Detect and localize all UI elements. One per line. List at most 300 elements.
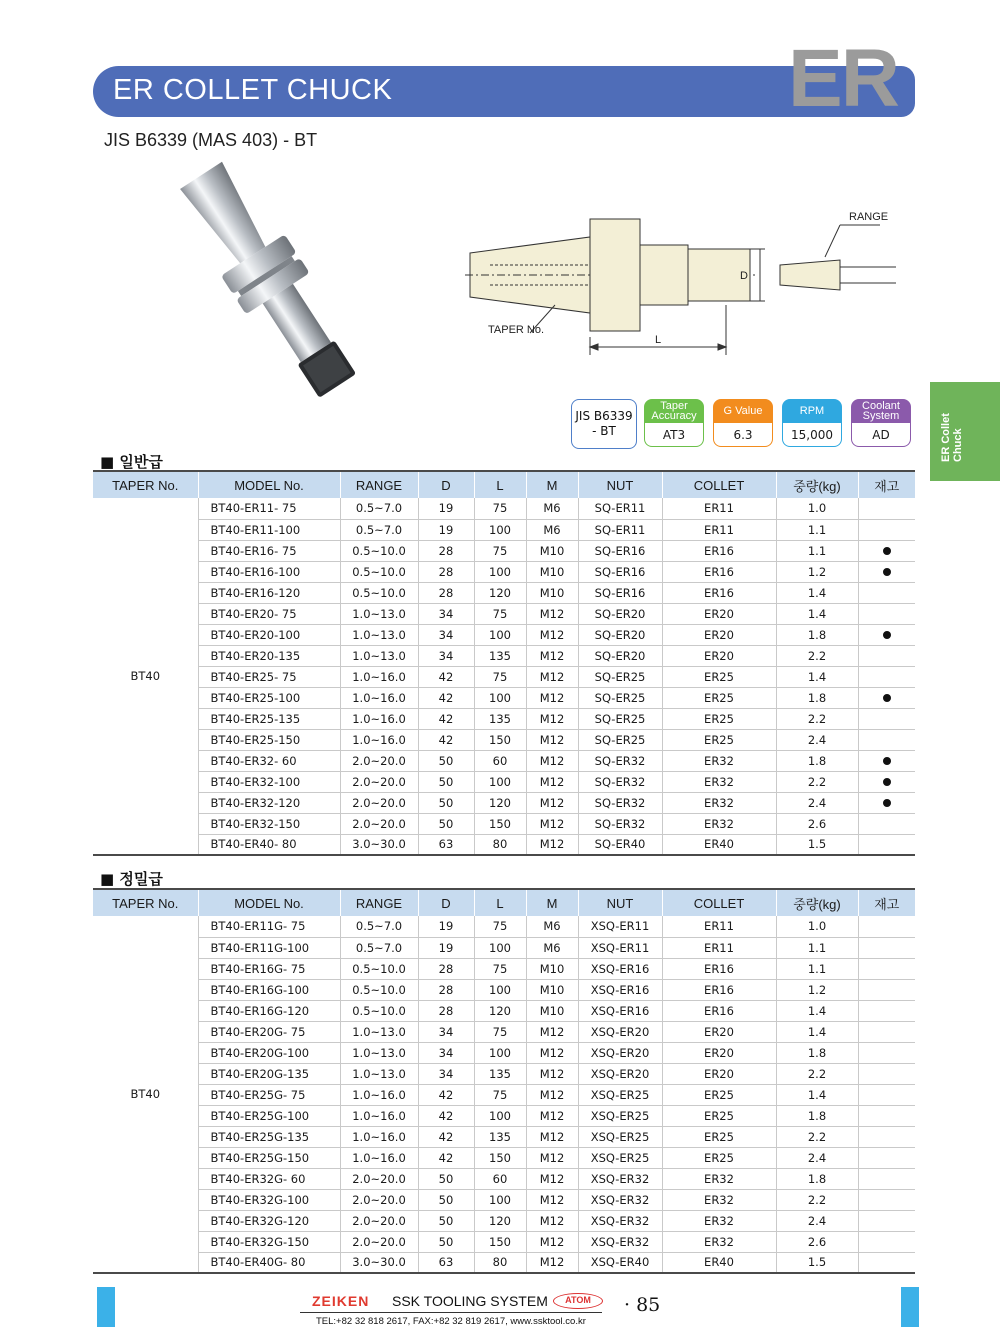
table-cell: 28 [418, 1000, 474, 1021]
table-cell: BT40-ER40- 80 [198, 834, 340, 855]
table-cell: 1.4 [776, 1021, 858, 1042]
table-row [93, 540, 915, 561]
table-cell: 34 [418, 603, 474, 624]
stock-cell [858, 498, 915, 519]
footer-bar-right [901, 1287, 919, 1327]
column-header: 재고 [858, 471, 915, 498]
column-header: RANGE [340, 471, 418, 498]
table-cell: M12 [526, 1189, 578, 1210]
table-cell: 34 [418, 645, 474, 666]
stock-cell [858, 1126, 915, 1147]
table-cell: 2.0~20.0 [340, 1210, 418, 1231]
table-cell: ER32 [662, 771, 776, 792]
table-cell: 2.2 [776, 645, 858, 666]
stock-cell [858, 750, 915, 771]
table-cell: 75 [474, 1084, 526, 1105]
table-cell: M12 [526, 1063, 578, 1084]
table-cell: BT40-ER40G- 80 [198, 1252, 340, 1273]
table-cell: 19 [418, 937, 474, 958]
brand-logo: ZEIKEN [312, 1293, 370, 1309]
table-row [93, 916, 915, 937]
table-cell: XSQ-ER20 [578, 1063, 662, 1084]
table-row [93, 958, 915, 979]
table-cell: M12 [526, 771, 578, 792]
table-cell: BT40-ER25G-150 [198, 1147, 340, 1168]
table-cell: M12 [526, 624, 578, 645]
table-cell: 2.0~20.0 [340, 1168, 418, 1189]
table-row [93, 1168, 915, 1189]
table-cell: XSQ-ER32 [578, 1189, 662, 1210]
table-cell: SQ-ER11 [578, 498, 662, 519]
table-cell: BT40-ER20-100 [198, 624, 340, 645]
table-cell: XSQ-ER25 [578, 1126, 662, 1147]
stock-cell [858, 645, 915, 666]
table-cell: BT40-ER16G- 75 [198, 958, 340, 979]
table-row [93, 1105, 915, 1126]
column-header: COLLET [662, 471, 776, 498]
taper-cell: BT40 [93, 916, 198, 1273]
table-cell: 1.0~13.0 [340, 1042, 418, 1063]
company-name: SSK TOOLING SYSTEM [392, 1293, 548, 1309]
table-cell: 2.0~20.0 [340, 1189, 418, 1210]
product-photo [150, 152, 410, 442]
table-cell: 1.0~16.0 [340, 729, 418, 750]
stock-cell [858, 708, 915, 729]
table-cell: 120 [474, 1000, 526, 1021]
table-cell: M12 [526, 708, 578, 729]
table-cell: 100 [474, 979, 526, 1000]
table-cell: 100 [474, 1105, 526, 1126]
table-row [93, 603, 915, 624]
table-cell: 150 [474, 729, 526, 750]
table-cell: SQ-ER25 [578, 708, 662, 729]
in-stock-dot-icon [883, 631, 891, 639]
table-cell: BT40-ER25-100 [198, 687, 340, 708]
column-header: MODEL No. [198, 889, 340, 916]
table-cell: 1.1 [776, 958, 858, 979]
table-cell: 0.5~10.0 [340, 561, 418, 582]
table-cell: 1.0~16.0 [340, 1084, 418, 1105]
table-cell: 1.0 [776, 916, 858, 937]
table-cell: BT40-ER20- 75 [198, 603, 340, 624]
spec-taper-accuracy: Taper Accuracy AT3 [644, 399, 704, 449]
table-cell: ER25 [662, 1105, 776, 1126]
table-cell: 1.4 [776, 582, 858, 603]
table-cell: BT40-ER20G-135 [198, 1063, 340, 1084]
table-cell: M10 [526, 582, 578, 603]
table-cell: M10 [526, 540, 578, 561]
table-cell: 0.5~10.0 [340, 979, 418, 1000]
table-cell: 100 [474, 561, 526, 582]
column-header: MODEL No. [198, 471, 340, 498]
table-cell: ER20 [662, 624, 776, 645]
table-cell: BT40-ER25G-135 [198, 1126, 340, 1147]
in-stock-dot-icon [883, 694, 891, 702]
table-cell: 2.4 [776, 1147, 858, 1168]
table-row [93, 624, 915, 645]
table-cell: ER11 [662, 937, 776, 958]
table-cell: ER16 [662, 582, 776, 603]
page-number: · 85 [624, 1294, 661, 1316]
table-cell: 100 [474, 624, 526, 645]
table-cell: 120 [474, 582, 526, 603]
table-cell: SQ-ER32 [578, 792, 662, 813]
table-cell: ER16 [662, 561, 776, 582]
table-cell: 75 [474, 540, 526, 561]
table-cell: M12 [526, 1231, 578, 1252]
table-cell: 42 [418, 708, 474, 729]
table-cell: 50 [418, 771, 474, 792]
column-header: TAPER No. [93, 471, 198, 498]
spec-table-precision [93, 888, 915, 1274]
stock-cell [858, 958, 915, 979]
page-title: ER COLLET CHUCK [113, 74, 393, 106]
table-cell: 50 [418, 792, 474, 813]
stock-cell [858, 1189, 915, 1210]
table-row [93, 1084, 915, 1105]
column-header: M [526, 889, 578, 916]
table-cell: 120 [474, 792, 526, 813]
table-cell: ER32 [662, 750, 776, 771]
table-row [93, 834, 915, 855]
table-cell: ER16 [662, 540, 776, 561]
table-row [93, 813, 915, 834]
table-cell: BT40-ER20-135 [198, 645, 340, 666]
table-row [93, 1042, 915, 1063]
table-cell: 100 [474, 771, 526, 792]
table-cell: 2.0~20.0 [340, 1231, 418, 1252]
l-label: L [655, 334, 662, 346]
table-cell: XSQ-ER25 [578, 1084, 662, 1105]
table-cell: SQ-ER16 [578, 561, 662, 582]
table-cell: ER32 [662, 1231, 776, 1252]
table-cell: 42 [418, 687, 474, 708]
table-cell: 19 [418, 519, 474, 540]
table-cell: XSQ-ER16 [578, 958, 662, 979]
range-label: RANGE [849, 211, 889, 223]
table-cell: 28 [418, 979, 474, 1000]
table-cell: ER11 [662, 519, 776, 540]
table-cell: XSQ-ER16 [578, 979, 662, 1000]
table-cell: XSQ-ER25 [578, 1105, 662, 1126]
stock-cell [858, 540, 915, 561]
table-cell: 0.5~7.0 [340, 937, 418, 958]
stock-cell [858, 666, 915, 687]
table-cell: M12 [526, 1084, 578, 1105]
table-cell: M12 [526, 1126, 578, 1147]
column-header: RANGE [340, 889, 418, 916]
table-cell: BT40-ER20G-100 [198, 1042, 340, 1063]
table-cell: 50 [418, 1189, 474, 1210]
section-badge: ER [788, 33, 898, 124]
table-cell: ER25 [662, 1084, 776, 1105]
table-row [93, 1000, 915, 1021]
section-title-standard: ■ 일반급 [100, 453, 163, 471]
table-cell: 1.4 [776, 1084, 858, 1105]
table-cell: M12 [526, 1168, 578, 1189]
column-header: 중량(kg) [776, 471, 858, 498]
table-cell: BT40-ER11-100 [198, 519, 340, 540]
table-cell: XSQ-ER20 [578, 1042, 662, 1063]
table-cell: M12 [526, 1105, 578, 1126]
stock-cell [858, 603, 915, 624]
stock-cell [858, 1231, 915, 1252]
table-row [93, 498, 915, 519]
section-title-precision: ■ 정밀급 [100, 870, 163, 888]
table-row [93, 729, 915, 750]
table-cell: 135 [474, 708, 526, 729]
table-cell: BT40-ER32-120 [198, 792, 340, 813]
table-cell: 2.2 [776, 708, 858, 729]
table-cell: M6 [526, 498, 578, 519]
stock-cell [858, 519, 915, 540]
table-cell: 75 [474, 603, 526, 624]
table-row [93, 582, 915, 603]
table-cell: SQ-ER32 [578, 750, 662, 771]
column-header: L [474, 889, 526, 916]
footer-bar-left [97, 1287, 115, 1327]
table-cell: 50 [418, 1231, 474, 1252]
table-cell: BT40-ER16- 75 [198, 540, 340, 561]
table-cell: 42 [418, 1126, 474, 1147]
table-row [93, 666, 915, 687]
table-cell: 1.8 [776, 687, 858, 708]
stock-cell [858, 1147, 915, 1168]
table-cell: 100 [474, 519, 526, 540]
table-cell: 150 [474, 1147, 526, 1168]
table-cell: 0.5~7.0 [340, 519, 418, 540]
table-cell: 0.5~10.0 [340, 1000, 418, 1021]
spec-coolant-system: Coolant System AD [851, 399, 911, 449]
table-cell: 80 [474, 1252, 526, 1273]
table-cell: 1.0~16.0 [340, 708, 418, 729]
stock-cell [858, 582, 915, 603]
table-cell: BT40-ER11- 75 [198, 498, 340, 519]
in-stock-dot-icon [883, 757, 891, 765]
table-cell: 34 [418, 1021, 474, 1042]
table-cell: 63 [418, 1252, 474, 1273]
table-cell: 2.0~20.0 [340, 792, 418, 813]
stock-cell [858, 979, 915, 1000]
spec-rpm: RPM 15,000 [782, 399, 842, 449]
table-cell: BT40-ER32-150 [198, 813, 340, 834]
table-cell: 1.8 [776, 1042, 858, 1063]
table-cell: 1.1 [776, 519, 858, 540]
table-cell: ER11 [662, 916, 776, 937]
table-cell: BT40-ER25G- 75 [198, 1084, 340, 1105]
d-label: D [740, 270, 748, 282]
table-row [93, 708, 915, 729]
table-cell: ER32 [662, 1189, 776, 1210]
table-cell: 34 [418, 624, 474, 645]
table-cell: 28 [418, 958, 474, 979]
table-cell: 1.0~13.0 [340, 645, 418, 666]
table-cell: XSQ-ER25 [578, 1147, 662, 1168]
table-cell: 42 [418, 729, 474, 750]
stock-cell [858, 1042, 915, 1063]
table-cell: 28 [418, 582, 474, 603]
table-row [93, 1147, 915, 1168]
table-cell: 63 [418, 834, 474, 855]
table-cell: M10 [526, 1000, 578, 1021]
table-cell: 75 [474, 916, 526, 937]
table-cell: ER16 [662, 1000, 776, 1021]
table-cell: 2.2 [776, 1126, 858, 1147]
table-cell: M12 [526, 687, 578, 708]
table-cell: 2.2 [776, 1063, 858, 1084]
contact-info: TEL:+82 32 818 2617, FAX:+82 32 819 2617, www.ssktool.co.kr [316, 1316, 586, 1327]
table-cell: ER11 [662, 498, 776, 519]
table-cell: SQ-ER20 [578, 603, 662, 624]
table-cell: ER32 [662, 1210, 776, 1231]
in-stock-dot-icon [883, 547, 891, 555]
table-cell: M12 [526, 645, 578, 666]
table-cell: 42 [418, 1147, 474, 1168]
table-row [93, 1126, 915, 1147]
column-header: NUT [578, 471, 662, 498]
stock-cell [858, 1252, 915, 1273]
table-cell: 135 [474, 1126, 526, 1147]
table-cell: 50 [418, 1210, 474, 1231]
table-cell: 2.4 [776, 792, 858, 813]
standard-subtitle: JIS B6339 (MAS 403) - BT [104, 130, 318, 150]
table-cell: 1.4 [776, 666, 858, 687]
table-cell: 50 [418, 750, 474, 771]
table-cell: ER25 [662, 1126, 776, 1147]
table-row [93, 937, 915, 958]
table-cell: BT40-ER20G- 75 [198, 1021, 340, 1042]
table-cell: SQ-ER25 [578, 687, 662, 708]
column-header: COLLET [662, 889, 776, 916]
table-cell: ER25 [662, 666, 776, 687]
table-cell: SQ-ER32 [578, 771, 662, 792]
stock-cell [858, 624, 915, 645]
table-cell: 1.8 [776, 1168, 858, 1189]
table-cell: XSQ-ER32 [578, 1168, 662, 1189]
table-cell: ER40 [662, 834, 776, 855]
table-cell: 135 [474, 1063, 526, 1084]
table-cell: 42 [418, 1084, 474, 1105]
table-cell: ER40 [662, 1252, 776, 1273]
stock-cell [858, 729, 915, 750]
table-cell: 0.5~7.0 [340, 916, 418, 937]
table-cell: 2.2 [776, 771, 858, 792]
spec-g-value: G Value 6.3 [713, 399, 773, 449]
table-row [93, 519, 915, 540]
table-cell: 0.5~10.0 [340, 582, 418, 603]
footer-divider [300, 1312, 602, 1313]
table-cell: 19 [418, 498, 474, 519]
table-cell: 80 [474, 834, 526, 855]
table-cell: 100 [474, 1189, 526, 1210]
table-cell: 2.6 [776, 813, 858, 834]
table-cell: 1.1 [776, 540, 858, 561]
column-header: D [418, 889, 474, 916]
table-cell: BT40-ER25-150 [198, 729, 340, 750]
table-cell: 3.0~30.0 [340, 834, 418, 855]
table-cell: 1.0~16.0 [340, 1105, 418, 1126]
table-cell: 19 [418, 916, 474, 937]
table-cell: 120 [474, 1210, 526, 1231]
table-cell: 28 [418, 540, 474, 561]
column-header: 중량(kg) [776, 889, 858, 916]
table-cell: BT40-ER16-100 [198, 561, 340, 582]
table-cell: XSQ-ER32 [578, 1231, 662, 1252]
table-cell: 1.8 [776, 750, 858, 771]
table-cell: 1.1 [776, 937, 858, 958]
table-cell: 75 [474, 498, 526, 519]
table-cell: ER25 [662, 687, 776, 708]
table-cell: M12 [526, 1042, 578, 1063]
table-cell: SQ-ER20 [578, 624, 662, 645]
column-header: TAPER No. [93, 889, 198, 916]
stock-cell [858, 1000, 915, 1021]
table-cell: ER25 [662, 729, 776, 750]
table-cell: BT40-ER32-100 [198, 771, 340, 792]
stock-cell [858, 1084, 915, 1105]
technical-drawing [460, 205, 920, 360]
table-row [93, 771, 915, 792]
table-cell: 1.0~13.0 [340, 1063, 418, 1084]
table-cell: 42 [418, 666, 474, 687]
table-cell: M10 [526, 979, 578, 1000]
table-cell: 75 [474, 1021, 526, 1042]
table-cell: SQ-ER20 [578, 645, 662, 666]
table-cell: ER20 [662, 645, 776, 666]
table-cell: 135 [474, 645, 526, 666]
table-cell: ER32 [662, 792, 776, 813]
stock-cell [858, 916, 915, 937]
table-cell: 2.0~20.0 [340, 813, 418, 834]
table-row [93, 1210, 915, 1231]
column-header: M [526, 471, 578, 498]
table-cell: 3.0~30.0 [340, 1252, 418, 1273]
table-cell: 100 [474, 687, 526, 708]
table-cell: SQ-ER32 [578, 813, 662, 834]
table-cell: 28 [418, 561, 474, 582]
stock-cell [858, 1168, 915, 1189]
table-cell: 1.0~16.0 [340, 666, 418, 687]
table-cell: XSQ-ER11 [578, 937, 662, 958]
table-cell: BT40-ER32- 60 [198, 750, 340, 771]
table-cell: BT40-ER16G-120 [198, 1000, 340, 1021]
table-cell: 0.5~10.0 [340, 958, 418, 979]
table-cell: SQ-ER25 [578, 729, 662, 750]
table-cell: M12 [526, 1021, 578, 1042]
table-cell: XSQ-ER32 [578, 1210, 662, 1231]
table-cell: M10 [526, 958, 578, 979]
table-row [93, 1231, 915, 1252]
table-cell: 1.2 [776, 561, 858, 582]
table-cell: 50 [418, 813, 474, 834]
table-cell: 2.4 [776, 1210, 858, 1231]
table-cell: 1.0~16.0 [340, 1126, 418, 1147]
table-cell: SQ-ER11 [578, 519, 662, 540]
table-cell: M6 [526, 916, 578, 937]
table-cell: SQ-ER40 [578, 834, 662, 855]
table-cell: M12 [526, 792, 578, 813]
table-cell: BT40-ER25- 75 [198, 666, 340, 687]
table-cell: ER16 [662, 958, 776, 979]
table-cell: M6 [526, 519, 578, 540]
table-cell: 1.8 [776, 1105, 858, 1126]
table-cell: XSQ-ER40 [578, 1252, 662, 1273]
table-cell: 60 [474, 1168, 526, 1189]
table-cell: M12 [526, 1252, 578, 1273]
table-cell: 0.5~10.0 [340, 540, 418, 561]
table-cell: M12 [526, 1210, 578, 1231]
table-cell: BT40-ER11G-100 [198, 937, 340, 958]
